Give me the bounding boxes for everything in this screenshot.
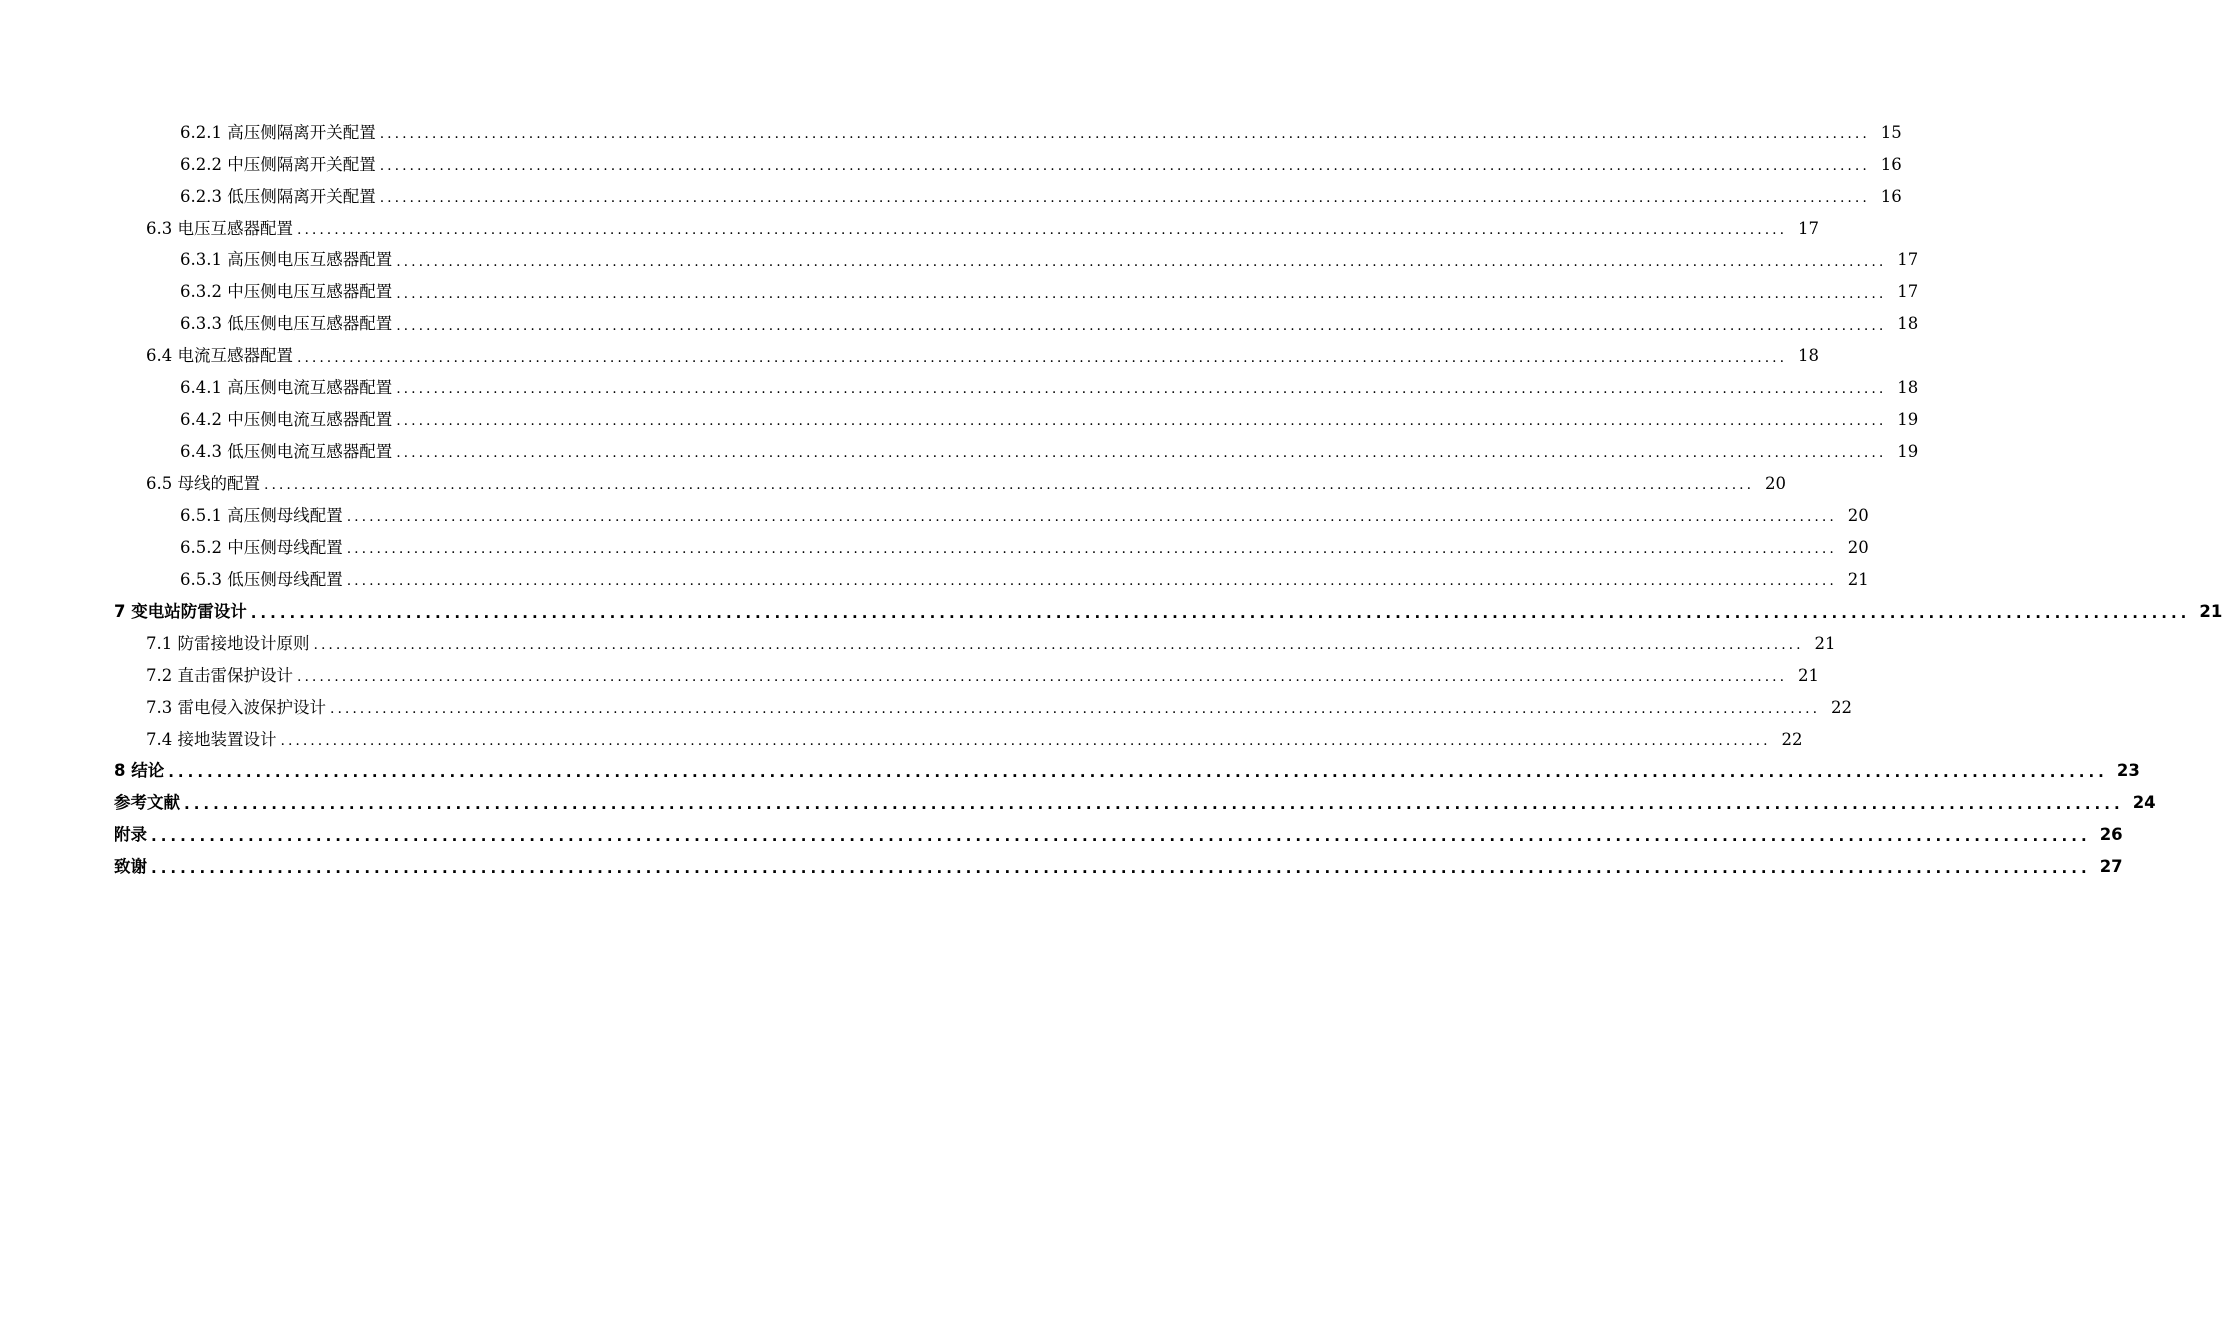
toc-entry-page-number: 22 (1781, 729, 1803, 749)
toc-entry-page-number: 17 (1798, 218, 1820, 238)
toc-dot-leader: ........................................................................................................................................................................................................ (264, 477, 1755, 494)
toc-dot-leader: ........................................................................................................................................................................................................ (297, 221, 1788, 238)
toc-dot-leader: ........................................................................................................................................................................................................ (396, 253, 1887, 270)
toc-dot-leader: ........................................................................................................................................................................................................ (151, 827, 2091, 846)
toc-entry-page-number: 17 (1897, 250, 1919, 270)
toc-entry-title: 7.1 防雷接地设计原则 (146, 633, 310, 653)
toc-dot-leader: ........................................................................................................................................................................................................ (396, 285, 1887, 302)
toc-entry-page-number: 21 (2199, 601, 2222, 621)
toc-dot-leader: ........................................................................................................................................................................................................ (396, 317, 1887, 334)
toc-dot-leader: ........................................................................................................................................................................................................ (297, 349, 1788, 366)
toc-dot-leader: ........................................................................................................................................................................................................ (346, 541, 1837, 558)
toc-entry-page-number: 20 (1847, 537, 1869, 557)
toc-entry-page-number: 16 (1880, 154, 1902, 174)
toc-entry-page-number: 15 (1880, 122, 1902, 142)
toc-entry[interactable] (0, 692, 1853, 724)
toc-dot-leader: ........................................................................................................................................................................................................ (280, 732, 1771, 749)
toc-entry-page-number: 21 (1798, 665, 1820, 685)
toc-entry-page-number: 17 (1897, 282, 1919, 302)
toc-entry[interactable] (0, 756, 2140, 788)
toc-entry-page-number: 20 (1847, 505, 1869, 525)
toc-entry-title: 6.5.2 中压侧母线配置 (180, 537, 343, 557)
toc-entry-title: 6.2.2 中压侧隔离开关配置 (180, 154, 376, 174)
toc-dot-leader: ........................................................................................................................................................................................................ (396, 445, 1887, 462)
toc-dot-leader: ........................................................................................................................................................................................................ (396, 381, 1887, 398)
toc-dot-leader: ........................................................................................................................................................................................................ (168, 763, 2108, 782)
toc-entry-page-number: 26 (2099, 825, 2123, 845)
toc-entry-page-number: 16 (1880, 186, 1902, 206)
toc-entry-title: 6.5 母线的配置 (146, 474, 260, 494)
toc-entry-title: 6.4.2 中压侧电流互感器配置 (180, 410, 393, 430)
toc-entry[interactable] (0, 788, 2156, 820)
toc-entry-title: 6.3.2 中压侧电压互感器配置 (180, 282, 393, 302)
toc-entry-page-number: 18 (1897, 378, 1919, 398)
toc-entry[interactable] (0, 724, 1803, 756)
toc-entry-title: 致谢 (114, 857, 147, 877)
table-of-contents (0, 117, 2222, 884)
toc-entry[interactable] (0, 500, 1869, 532)
toc-entry-page-number: 27 (2099, 857, 2123, 877)
toc-dot-leader: ........................................................................................................................................................................................................ (250, 603, 2191, 622)
toc-entry[interactable] (0, 149, 1902, 181)
toc-entry[interactable] (0, 213, 1820, 245)
toc-entry[interactable] (0, 628, 1836, 660)
toc-entry-title: 6.2.3 低压侧隔离开关配置 (180, 186, 376, 206)
toc-dot-leader: ........................................................................................................................................................................................................ (313, 636, 1804, 653)
toc-entry[interactable] (0, 181, 1902, 213)
toc-entry-page-number: 21 (1814, 633, 1836, 653)
toc-entry-page-number: 22 (1831, 697, 1853, 717)
toc-dot-leader: ........................................................................................................................................................................................................ (379, 125, 1870, 142)
toc-entry[interactable] (0, 660, 1820, 692)
toc-entry-page-number: 19 (1897, 410, 1919, 430)
toc-entry-title: 7.4 接地装置设计 (146, 729, 277, 749)
toc-entry-title: 6.2.1 高压侧隔离开关配置 (180, 122, 376, 142)
toc-entry-title: 6.5.1 高压侧母线配置 (180, 505, 343, 525)
toc-entry-title: 7 变电站防雷设计 (114, 601, 247, 621)
toc-entry-title: 6.4.3 低压侧电流互感器配置 (180, 442, 393, 462)
toc-entry[interactable] (0, 436, 1919, 468)
toc-entry-title: 7.3 雷电侵入波保护设计 (146, 697, 326, 717)
toc-entry-page-number: 20 (1765, 474, 1787, 494)
toc-entry[interactable] (0, 277, 1919, 309)
toc-entry-title: 参考文献 (114, 793, 180, 813)
toc-entry-title: 6.4.1 高压侧电流互感器配置 (180, 378, 393, 398)
toc-entry[interactable] (0, 404, 1919, 436)
toc-entry-title: 6.3.3 低压侧电压互感器配置 (180, 314, 393, 334)
toc-entry-title: 8 结论 (114, 761, 165, 781)
toc-dot-leader: ........................................................................................................................................................................................................ (151, 859, 2091, 878)
toc-entry[interactable] (0, 468, 1787, 500)
toc-entry-title: 6.3 电压互感器配置 (146, 218, 293, 238)
toc-entry[interactable] (0, 596, 2222, 628)
toc-entry-page-number: 21 (1847, 569, 1869, 589)
toc-dot-leader: ........................................................................................................................................................................................................ (346, 509, 1837, 526)
toc-entry[interactable] (0, 373, 1919, 405)
toc-entry[interactable] (0, 532, 1869, 564)
toc-dot-leader: ........................................................................................................................................................................................................ (379, 157, 1870, 174)
toc-entry[interactable] (0, 245, 1919, 277)
toc-dot-leader: ........................................................................................................................................................................................................ (184, 795, 2124, 814)
toc-dot-leader: ........................................................................................................................................................................................................ (330, 700, 1821, 717)
toc-entry-page-number: 19 (1897, 442, 1919, 462)
toc-entry[interactable] (0, 564, 1869, 596)
toc-entry-page-number: 24 (2132, 793, 2156, 813)
toc-entry[interactable] (0, 309, 1919, 341)
toc-dot-leader: ........................................................................................................................................................................................................ (396, 413, 1887, 430)
toc-entry-page-number: 23 (2116, 761, 2140, 781)
toc-entry[interactable] (0, 341, 1820, 373)
toc-entry-title: 6.4 电流互感器配置 (146, 346, 293, 366)
toc-entry-title: 附录 (114, 825, 147, 845)
toc-entry-title: 6.3.1 高压侧电压互感器配置 (180, 250, 393, 270)
toc-dot-leader: ........................................................................................................................................................................................................ (346, 573, 1837, 590)
toc-dot-leader: ........................................................................................................................................................................................................ (379, 189, 1870, 206)
toc-entry[interactable] (0, 852, 2123, 884)
toc-entry[interactable] (0, 820, 2123, 852)
toc-entry-title: 6.5.3 低压侧母线配置 (180, 569, 343, 589)
toc-entry[interactable] (0, 117, 1902, 149)
toc-entry-page-number: 18 (1798, 346, 1820, 366)
toc-dot-leader: ........................................................................................................................................................................................................ (297, 668, 1788, 685)
toc-entry-title: 7.2 直击雷保护设计 (146, 665, 293, 685)
toc-entry-page-number: 18 (1897, 314, 1919, 334)
